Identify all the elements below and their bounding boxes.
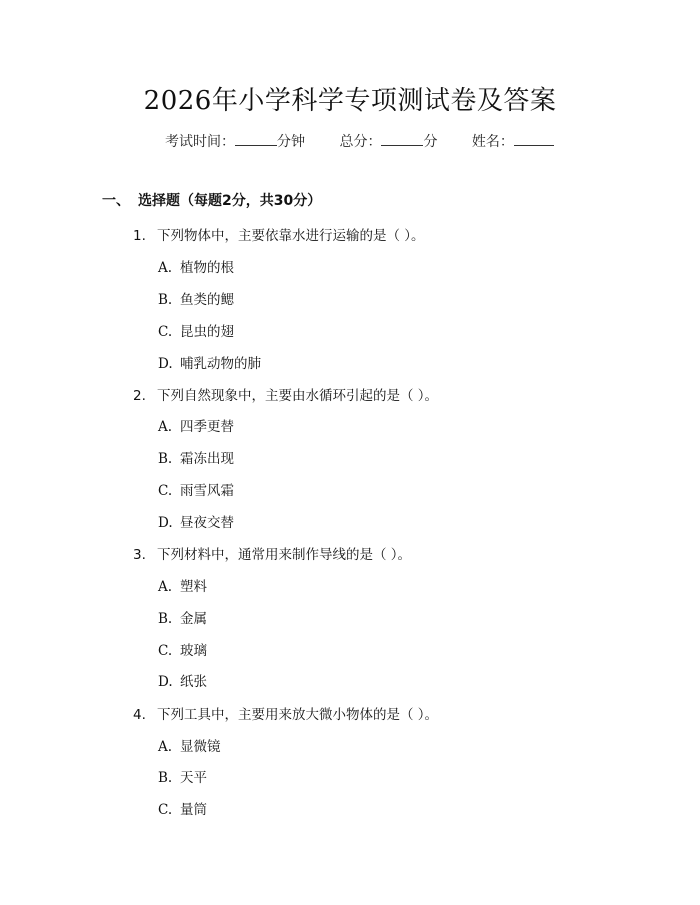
question-3-option-d <box>158 670 207 690</box>
option-text: 显微镜 <box>180 739 221 755</box>
question-2-option-a <box>158 415 234 435</box>
option-text: 昼夜交替 <box>180 515 234 531</box>
exam-time-label: 考试时间： <box>165 134 235 150</box>
question-2-option-d <box>158 511 234 531</box>
question-3-option-a <box>158 575 207 595</box>
option-text: 天平 <box>180 770 207 786</box>
question-number: 2. <box>133 388 146 404</box>
option-text: 玻璃 <box>180 643 207 659</box>
option-text: 塑料 <box>180 579 207 595</box>
option-text: 植物的根 <box>180 260 234 276</box>
option-letter: A. <box>158 579 173 595</box>
page-title: 2026年小学科学专项测试卷及答案 <box>143 86 557 116</box>
question-4-option-a <box>158 735 221 755</box>
option-letter: D. <box>158 356 173 372</box>
question-number: 3. <box>133 547 146 563</box>
total-score-field <box>339 131 437 151</box>
question-3-option-c <box>158 639 207 659</box>
question-2-option-c <box>158 479 234 499</box>
option-text: 量筒 <box>180 802 207 818</box>
question-2 <box>133 384 438 404</box>
option-letter: A. <box>158 739 173 755</box>
total-score-label: 总分： <box>339 134 382 150</box>
total-score-unit: 分 <box>423 134 438 150</box>
question-number: 1. <box>133 228 146 244</box>
section-heading <box>102 190 321 210</box>
option-text: 四季更替 <box>180 419 234 435</box>
question-text: 下列物体中，主要依靠水进行运输的是（ ）。 <box>157 228 425 244</box>
option-text: 纸张 <box>180 674 207 690</box>
option-letter: B. <box>158 292 173 308</box>
exam-time-blank <box>235 131 277 146</box>
option-letter: D. <box>158 674 173 690</box>
option-text: 哺乳动物的肺 <box>180 356 261 372</box>
exam-time-unit: 分钟 <box>277 134 305 150</box>
question-1-option-d <box>158 352 261 372</box>
question-1 <box>133 224 425 244</box>
student-name-field <box>472 131 554 151</box>
question-1-option-b <box>158 288 234 308</box>
student-name-blank <box>514 131 554 146</box>
exam-time-field <box>165 131 305 151</box>
question-4-option-b <box>158 766 207 786</box>
section-number: 一、 <box>102 193 130 209</box>
option-letter: B. <box>158 770 173 786</box>
option-letter: C. <box>158 802 173 818</box>
section-title: 选择题（每题2分，共30分） <box>138 193 322 209</box>
question-1-option-c <box>158 320 234 340</box>
option-letter: C. <box>158 643 173 659</box>
exam-info-row <box>165 131 554 151</box>
option-letter: B. <box>158 451 173 467</box>
question-text: 下列工具中，主要用来放大微小物体的是（ ）。 <box>157 707 439 723</box>
option-letter: A. <box>158 260 173 276</box>
option-text: 雨雪风霜 <box>180 483 234 499</box>
option-letter: C. <box>158 483 173 499</box>
question-3-option-b <box>158 607 207 627</box>
question-text: 下列材料中，通常用来制作导线的是（ ）。 <box>157 547 412 563</box>
question-text: 下列自然现象中，主要由水循环引起的是（ ）。 <box>157 388 439 404</box>
option-text: 金属 <box>180 611 207 627</box>
option-letter: C. <box>158 324 173 340</box>
question-number: 4. <box>133 707 146 723</box>
option-text: 鱼类的鳃 <box>180 292 234 308</box>
option-letter: A. <box>158 419 173 435</box>
student-name-label: 姓名： <box>471 134 514 150</box>
question-1-option-a <box>158 256 234 276</box>
total-score-blank <box>381 131 423 146</box>
question-3 <box>133 543 411 563</box>
option-text: 昆虫的翅 <box>180 324 234 340</box>
question-4 <box>133 703 438 723</box>
question-2-option-b <box>158 447 234 467</box>
option-letter: B. <box>158 611 173 627</box>
option-text: 霜冻出现 <box>180 451 234 467</box>
option-letter: D. <box>158 515 173 531</box>
question-4-option-c <box>158 798 207 818</box>
